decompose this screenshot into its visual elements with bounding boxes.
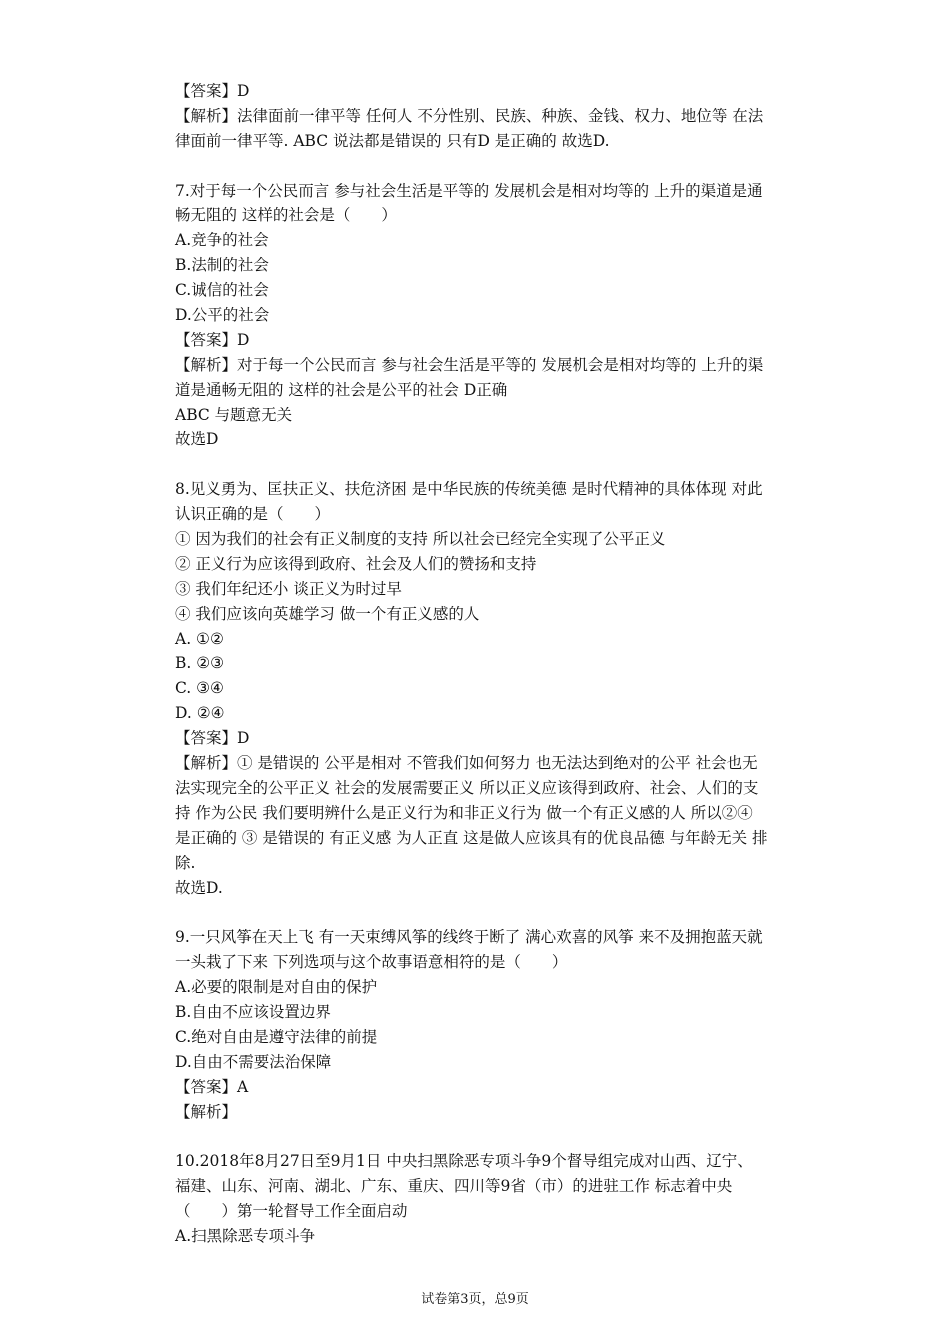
text-line: 故选D.: [175, 878, 223, 897]
text-line: 认识正确的是（ ）: [175, 505, 331, 524]
text-line: 【答案】D: [175, 729, 250, 748]
text-line: 8.见义勇为、匡扶正义、扶危济困 是中华民族的传统美德 是时代精神的具体体现 对此: [175, 480, 763, 499]
question-block: [175, 179, 825, 453]
text-line: B.自由不应该设置边界: [175, 1002, 331, 1021]
text-line: 道是通畅无阻的 这样的社会是公平的社会 D正确: [175, 380, 508, 399]
text-line: ABC 与题意无关: [175, 405, 293, 424]
text-line: 【解析】: [175, 1102, 238, 1121]
question-block: [175, 925, 825, 1124]
text-line: 【答案】D: [175, 82, 250, 100]
text-line: C.诚信的社会: [175, 281, 269, 300]
page-footer: 试卷第3页，总9页: [421, 1292, 529, 1307]
text-line: 法实现完全的公平正义 社会的发展需要正义 所以正义应该得到政府、社会、人们的支: [175, 778, 759, 797]
text-line: 【解析】① 是错误的 公平是相对 不管我们如何努力 也无法达到绝对的公平 社会也无: [175, 754, 758, 773]
text-line: ① 因为我们的社会有正义制度的支持 所以社会已经完全实现了公平正义: [175, 530, 666, 549]
question-block: [175, 477, 825, 900]
block-gap: [175, 154, 825, 179]
text-line: ② 正义行为应该得到政府、社会及人们的赞扬和支持: [175, 554, 537, 573]
text-line: A. ①②: [175, 629, 224, 648]
text-line: 【答案】A: [175, 1077, 249, 1096]
text-line: 畅无阻的 这样的社会是（ ）: [175, 206, 397, 225]
text-line: A.必要的限制是对自由的保护: [175, 978, 378, 997]
text-line: B. ②③: [175, 654, 225, 673]
text-line: 除.: [175, 853, 196, 872]
text-line: 【解析】法律面前一律平等 任何人 不分性别、民族、种族、金钱、权力、地位等 在法: [175, 106, 764, 125]
text-line: 7.对于每一个公民而言 参与社会生活是平等的 发展机会是相对均等的 上升的渠道是通: [175, 181, 763, 200]
text-line: 9.一只风筝在天上飞 有一天束缚风筝的线终于断了 满心欢喜的风筝 来不及拥抱蓝天就: [175, 928, 763, 947]
question-block: [175, 1149, 825, 1249]
text-line: 持 作为公民 我们要明辨什么是正义行为和非正义行为 做一个有正义感的人 所以②④: [175, 803, 753, 822]
text-line: 10.2018年8月27日至9月1日 中央扫黑除恶专项斗争9个督导组完成对山西、辽宁、: [175, 1152, 753, 1171]
text-line: 故选D: [175, 430, 219, 449]
question-block: [175, 79, 825, 154]
text-line: 一头栽了下来 下列选项与这个故事语意相符的是（ ）: [175, 953, 568, 972]
text-line: ③ 我们年纪还小 谈正义为时过早: [175, 579, 402, 598]
text-line: C. ③④: [175, 679, 224, 698]
text-line: 是正确的 ③ 是错误的 有正义感 为人正直 这是做人应该具有的优良品德 与年龄无关 排: [175, 828, 768, 847]
block-gap: [175, 452, 825, 477]
text-line: 【解析】对于每一个公民而言 参与社会生活是平等的 发展机会是相对均等的 上升的渠: [175, 355, 764, 374]
text-line: D. ②④: [175, 704, 225, 723]
text-line: （ ）第一轮督导工作全面启动: [175, 1202, 408, 1221]
text-line: 【答案】D: [175, 330, 250, 349]
text-line: 福建、山东、河南、湖北、广东、重庆、四川等9省（市）的进驻工作 标志着中央: [175, 1177, 733, 1196]
block-gap: [175, 1124, 825, 1149]
text-line: ④ 我们应该向英雄学习 做一个有正义感的人: [175, 604, 480, 623]
text-line: A.扫黑除恶专项斗争: [175, 1226, 316, 1245]
text-line: 律面前一律平等. ABC 说法都是错误的 只有D 是正确的 故选D.: [175, 131, 610, 150]
exam-page-content: [175, 79, 825, 1249]
text-line: B.法制的社会: [175, 256, 269, 275]
text-line: C.绝对自由是遵守法律的前提: [175, 1027, 378, 1046]
text-line: D.公平的社会: [175, 306, 270, 325]
block-gap: [175, 900, 825, 925]
text-line: D.自由不需要法治保障: [175, 1052, 332, 1071]
text-line: A.竞争的社会: [175, 231, 269, 250]
